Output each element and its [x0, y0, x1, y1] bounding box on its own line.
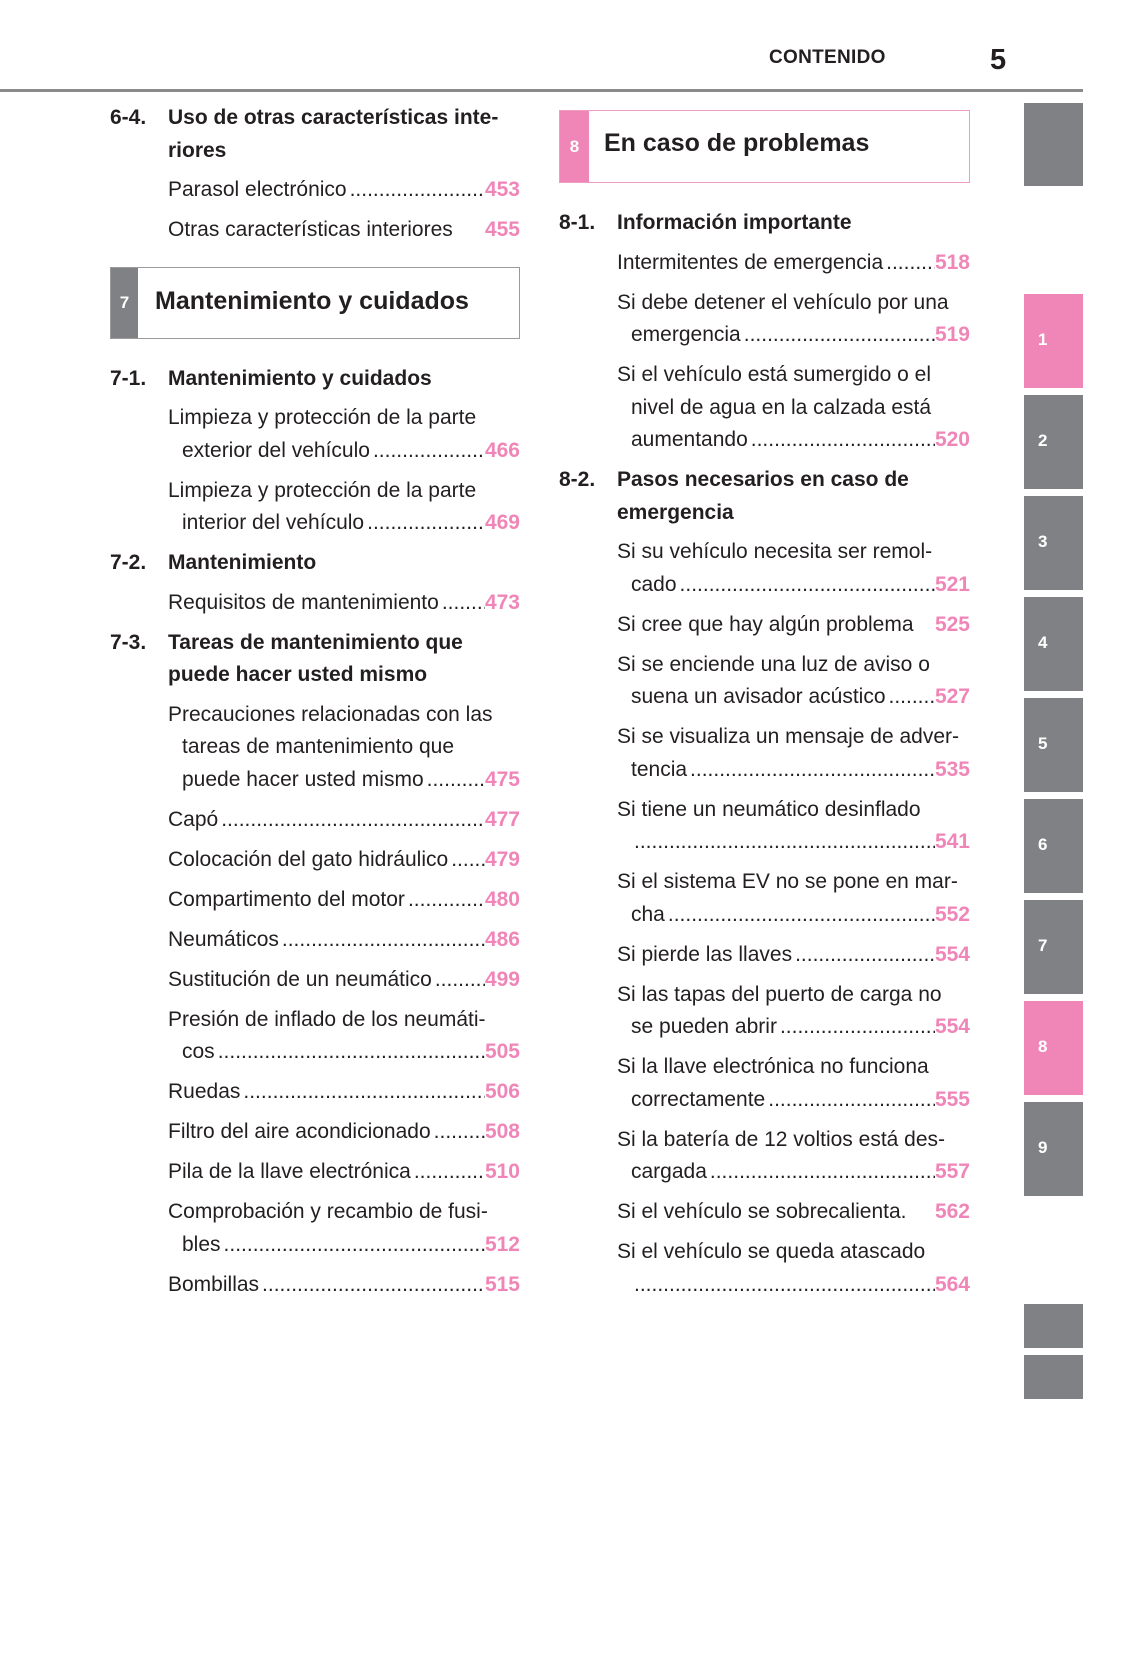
side-tab-label: 1 [1038, 330, 1048, 349]
toc-entry-line [617, 1269, 970, 1302]
section-title [168, 627, 463, 692]
toc-entry-text: Bombillas [168, 1272, 260, 1296]
toc-entry[interactable] [617, 1124, 970, 1189]
section-number: 8-1. [559, 211, 596, 234]
toc-entry-text: cos [182, 1040, 215, 1063]
toc-page-link[interactable]: 554 [934, 1015, 970, 1038]
section-title [168, 363, 432, 396]
toc-entry-line [617, 247, 970, 280]
toc-entry-text: puede hacer usted mismo [182, 767, 424, 791]
toc-entry-line [168, 507, 520, 540]
dot-leader [687, 754, 935, 787]
section-title-line: Tareas de mantenimiento que [168, 630, 463, 654]
toc-entry-text: Si el vehículo se sobrecalienta. [617, 1200, 907, 1223]
toc-page-link[interactable]: 506 [484, 1080, 520, 1103]
toc-entry-line [617, 1236, 970, 1269]
dot-leader [424, 764, 485, 797]
toc-entry[interactable] [617, 1051, 970, 1116]
chapter-number: 7 [111, 268, 138, 338]
toc-entry-line [168, 844, 520, 877]
toc-entry-line [168, 402, 520, 435]
toc-entry-line [168, 1156, 520, 1189]
toc-entry-text: cargada [631, 1160, 707, 1183]
section-number: 7-3. [110, 630, 147, 654]
side-tab-7[interactable] [1024, 900, 1083, 994]
toc-entry-text: Ruedas [168, 1080, 241, 1103]
toc-entry[interactable] [168, 964, 520, 997]
side-tab-5[interactable] [1024, 698, 1083, 792]
chapter-title: En caso de problemas [604, 129, 870, 157]
toc-page-link[interactable]: 535 [934, 757, 970, 781]
toc-entry-line [168, 1116, 520, 1149]
toc-entry-line [617, 1084, 970, 1117]
toc-entry-text: Otras características interiores [168, 218, 453, 241]
side-tab-label: 6 [1038, 835, 1048, 854]
side-tab-label: 5 [1038, 734, 1048, 753]
toc-page-link[interactable]: 455 [484, 218, 520, 241]
toc-entry-line [168, 587, 520, 620]
dot-leader [218, 804, 485, 837]
chapter-header-box[interactable] [559, 110, 970, 183]
chapter-number: 8 [560, 111, 589, 182]
toc-entry-line [168, 174, 520, 207]
section-heading [110, 102, 520, 167]
toc-entry[interactable] [617, 939, 970, 972]
toc-page-link[interactable]: 527 [934, 685, 970, 708]
dot-leader [777, 1011, 935, 1044]
toc-entry-text: emergencia [631, 323, 741, 346]
toc-page-link[interactable]: 519 [934, 323, 970, 346]
toc-page-link[interactable]: 557 [934, 1160, 970, 1183]
toc-entry-line [168, 1004, 520, 1037]
toc-entry-line [617, 392, 970, 425]
chapter-title: Mantenimiento y cuidados [155, 286, 469, 315]
section-title-line: Mantenimiento y cuidados [168, 366, 432, 390]
toc-entry-text: Si tiene un neumático desinflado [617, 797, 921, 821]
toc-entry-text: Si la llave electrónica no funciona [617, 1055, 929, 1078]
toc-entry-line [617, 287, 970, 320]
toc-entry-line [168, 435, 520, 468]
toc-entry[interactable] [617, 721, 970, 786]
toc-entry-line [617, 424, 970, 457]
dot-leader [707, 1156, 935, 1189]
toc-entry-line [617, 681, 970, 714]
toc-entry[interactable] [617, 979, 970, 1044]
toc-entry[interactable] [168, 1004, 520, 1069]
toc-entry-text: Si pierde las llaves [617, 942, 793, 966]
toc-entry-line [617, 1156, 970, 1189]
header-divider [0, 89, 1083, 92]
toc-page-link[interactable]: 515 [484, 1272, 520, 1296]
toc-entry-line [617, 754, 970, 787]
dot-leader [792, 939, 935, 972]
toc-entry-text: Si el sistema EV no se pone en mar- [617, 870, 958, 893]
toc-entry-text: Si el vehículo está sumergido o el [617, 363, 932, 386]
toc-entry-text: Si las tapas del puerto de carga no [617, 982, 942, 1006]
dot-leader [432, 964, 485, 997]
toc-entry[interactable] [168, 1116, 520, 1149]
toc-entry-line [168, 1076, 520, 1109]
toc-page-link[interactable]: 520 [934, 428, 970, 451]
toc-entry[interactable] [168, 214, 520, 247]
toc-entry-text: Colocación del gato hidráulico [168, 847, 449, 871]
toc-entry[interactable] [168, 924, 520, 957]
dot-leader [370, 435, 485, 468]
toc-page-link[interactable]: 466 [484, 438, 520, 462]
toc-page-link[interactable]: 469 [484, 511, 520, 534]
toc-page-link[interactable]: 479 [484, 847, 520, 871]
side-tab-label: 4 [1038, 633, 1048, 652]
toc-entry[interactable] [617, 649, 970, 714]
toc-entry-text: correctamente [631, 1087, 766, 1111]
toc-entry-text: aumentando [631, 428, 748, 451]
toc-page-link[interactable]: 555 [934, 1087, 970, 1111]
section-title-line: Información importante [617, 211, 852, 234]
toc-entry-text: suena un avisador acústico [631, 685, 886, 708]
section-heading [110, 547, 520, 580]
side-tab-label: 9 [1038, 1138, 1048, 1157]
toc-entry-text: Si se visualiza un mensaje de adver- [617, 725, 960, 748]
dot-leader [259, 1269, 485, 1302]
toc-entry-line [617, 536, 970, 569]
toc-entry[interactable] [168, 804, 520, 837]
toc-entry[interactable] [168, 402, 520, 467]
toc-entry-line [617, 899, 970, 932]
toc-page-link[interactable]: 505 [484, 1040, 520, 1063]
side-tab-label: 2 [1038, 431, 1048, 450]
chapter-header-box[interactable] [110, 267, 520, 339]
toc-entry-line [617, 1011, 970, 1044]
section-title [617, 207, 852, 240]
dot-leader [665, 899, 935, 932]
toc-entry-line [168, 699, 520, 732]
side-tab-8[interactable] [1024, 1001, 1083, 1095]
side-tab-label: 8 [1038, 1037, 1048, 1056]
toc-entry[interactable] [168, 1076, 520, 1109]
dot-leader [221, 1229, 485, 1262]
toc-entry-text: Limpieza y protección de la parte [168, 478, 477, 502]
side-tab-4[interactable] [1024, 597, 1083, 691]
toc-entry-text: Presión de inflado de los neumáti- [168, 1007, 486, 1031]
toc-entry[interactable] [617, 1236, 970, 1301]
toc-page-link[interactable]: 525 [934, 612, 970, 636]
toc-entry[interactable] [617, 609, 970, 642]
toc-entry[interactable] [617, 536, 970, 601]
toc-page-link[interactable]: 554 [934, 942, 970, 966]
toc-entry-line [617, 649, 970, 682]
toc-page-link[interactable]: 480 [484, 887, 520, 911]
dot-leader [677, 569, 935, 602]
toc-right-column [559, 110, 970, 1309]
dot-leader [741, 319, 935, 352]
toc-entry[interactable] [617, 359, 970, 457]
toc-entry[interactable] [168, 587, 520, 620]
toc-entry-line [617, 569, 970, 602]
side-tab-6[interactable] [1024, 799, 1083, 893]
toc-entry-text: Si se enciende una luz de aviso o [617, 652, 930, 676]
toc-page-link[interactable]: 518 [934, 250, 970, 274]
toc-entry[interactable] [168, 1196, 520, 1261]
toc-entry-text: Si su vehículo necesita ser remol- [617, 540, 933, 563]
toc-entry-line [617, 1051, 970, 1084]
toc-entry-line [617, 826, 970, 859]
dot-leader [448, 844, 485, 877]
toc-entry-line [168, 731, 520, 764]
dot-leader [240, 1076, 485, 1109]
toc-entry[interactable] [168, 884, 520, 917]
dot-leader [279, 924, 485, 957]
toc-entry-line [617, 794, 970, 827]
dot-leader [886, 681, 935, 714]
dot-leader [431, 1116, 485, 1149]
dot-leader [914, 609, 935, 642]
toc-entry-line [617, 1196, 970, 1229]
dot-leader [364, 507, 485, 540]
toc-entry-text: se pueden abrir [631, 1015, 777, 1038]
toc-entry[interactable] [168, 1156, 520, 1189]
toc-entry-line [168, 964, 520, 997]
section-title-line: riores [168, 138, 227, 162]
toc-entry-line [168, 1196, 520, 1229]
section-number: 6-4. [110, 106, 147, 129]
toc-entry-line [168, 804, 520, 837]
section-title [168, 102, 498, 167]
toc-entry-text: Parasol electrónico [168, 178, 347, 201]
section-number: 7-1. [110, 366, 147, 390]
toc-entry-line [617, 979, 970, 1012]
toc-entry[interactable] [168, 699, 520, 797]
toc-entry-line [617, 939, 970, 972]
toc-page-link[interactable]: 508 [484, 1120, 520, 1143]
section-title-line: Uso de otras características inte- [168, 106, 499, 129]
toc-entry-text: Comprobación y recambio de fusi- [168, 1200, 488, 1223]
toc-entry-text: tencia [631, 757, 688, 781]
toc-page-link[interactable]: 453 [484, 178, 520, 201]
dot-leader [411, 1156, 485, 1189]
section-number: 7-2. [110, 551, 147, 574]
toc-page-link[interactable]: 499 [484, 967, 520, 991]
section-number: 8-2. [559, 468, 596, 491]
toc-entry-line [168, 924, 520, 957]
toc-entry-text: cado [631, 572, 677, 596]
toc-left-column [110, 102, 520, 1309]
toc-entry[interactable] [617, 247, 970, 280]
toc-entry-line [617, 359, 970, 392]
toc-entry-line [168, 884, 520, 917]
section-title-line: Pasos necesarios en caso de [617, 468, 909, 491]
dot-leader [215, 1036, 485, 1069]
toc-entry-text: Neumáticos [168, 927, 279, 951]
toc-entry-line [617, 721, 970, 754]
toc-entry-line [617, 609, 970, 642]
section-title-line: puede hacer usted mismo [168, 663, 428, 686]
toc-entry-text: bles [182, 1232, 221, 1256]
side-tab-1[interactable] [1024, 294, 1083, 388]
toc-entry-text: Precauciones relacionadas con las [168, 702, 493, 726]
toc-entry[interactable] [617, 794, 970, 859]
toc-entry-line [168, 764, 520, 797]
toc-entry-text: Si cree que hay algún problema [617, 612, 914, 636]
section-heading [559, 207, 970, 240]
dot-leader [748, 424, 935, 457]
side-tab-label: 3 [1038, 532, 1048, 551]
dot-leader [631, 1269, 935, 1302]
toc-entry-text: Capó [168, 807, 219, 831]
section-title-line: emergencia [617, 500, 734, 524]
toc-entry-text: Sustitución de un neumático [168, 967, 432, 991]
toc-entry[interactable] [617, 287, 970, 352]
toc-entry-text: Filtro del aire acondicionado [168, 1120, 431, 1143]
toc-entry-line [617, 319, 970, 352]
dot-leader [907, 1196, 935, 1229]
toc-entry[interactable] [617, 1196, 970, 1229]
toc-entry-line [617, 866, 970, 899]
toc-entry-text: Compartimento del motor [168, 887, 405, 911]
toc-entry-text: Intermitentes de emergencia [617, 250, 884, 274]
section-title-line: Mantenimiento [168, 551, 317, 574]
section-heading [110, 363, 520, 396]
side-tab-3[interactable] [1024, 496, 1083, 590]
toc-page-link[interactable]: 562 [934, 1200, 970, 1223]
side-tab-2[interactable] [1024, 395, 1083, 489]
dot-leader [405, 884, 485, 917]
dot-leader [439, 587, 485, 620]
section-heading [110, 627, 520, 692]
side-tab-blank-11[interactable] [1024, 1355, 1083, 1399]
side-tab-blank-0[interactable] [1024, 103, 1083, 186]
toc-entry-text: interior del vehículo [182, 511, 365, 534]
toc-entry[interactable] [168, 475, 520, 540]
toc-entry-line [617, 1124, 970, 1157]
toc-entry-text: Limpieza y protección de la parte [168, 406, 477, 429]
side-tab-label: 7 [1038, 936, 1048, 955]
dot-leader [883, 247, 935, 280]
section-heading [559, 464, 970, 529]
toc-entry-text: Si el vehículo se queda atascado [617, 1240, 926, 1263]
toc-page-link[interactable]: 564 [934, 1272, 970, 1296]
toc-page-link[interactable]: 552 [934, 902, 970, 926]
section-title [168, 547, 316, 580]
dot-leader [765, 1084, 935, 1117]
toc-entry[interactable] [617, 866, 970, 931]
toc-entry-text: tareas de mantenimiento que [182, 735, 455, 758]
side-tab-blank-10[interactable] [1024, 1304, 1083, 1348]
toc-entry-text: cha [631, 902, 665, 926]
toc-page-link[interactable]: 512 [484, 1232, 520, 1256]
section-title [617, 464, 909, 529]
toc-page-link[interactable]: 477 [484, 807, 520, 831]
toc-entry-line [168, 1036, 520, 1069]
header-title: CONTENIDO [769, 47, 886, 68]
toc-entry[interactable] [168, 174, 520, 207]
toc-entry-line [168, 475, 520, 508]
dot-leader [347, 174, 485, 207]
toc-entry-text: nivel de agua en la calzada está [631, 395, 932, 419]
page-number: 5 [990, 44, 1007, 76]
toc-page-link[interactable]: 510 [484, 1160, 520, 1183]
toc-entry-text: Si debe detener el vehículo por una [617, 290, 949, 314]
side-tab-9[interactable] [1024, 1102, 1083, 1196]
toc-entry-line [168, 1229, 520, 1262]
toc-page-link[interactable]: 541 [934, 830, 970, 853]
dot-leader [453, 214, 485, 247]
toc-entry-line [168, 214, 520, 247]
toc-entry-text: Si la batería de 12 voltios está des- [617, 1127, 946, 1151]
toc-entry[interactable] [168, 1269, 520, 1302]
toc-page-link[interactable]: 521 [934, 572, 970, 596]
toc-entry-text: Pila de la llave electrónica [168, 1160, 411, 1183]
toc-entry-text: Requisitos de mantenimiento [168, 590, 439, 614]
toc-entry[interactable] [168, 844, 520, 877]
toc-page-link[interactable]: 475 [484, 767, 520, 791]
toc-entry-line [168, 1269, 520, 1302]
toc-entry-text: exterior del vehículo [182, 438, 370, 462]
dot-leader [631, 826, 935, 859]
toc-page-link[interactable]: 473 [484, 590, 520, 614]
toc-page-link[interactable]: 486 [484, 927, 520, 951]
